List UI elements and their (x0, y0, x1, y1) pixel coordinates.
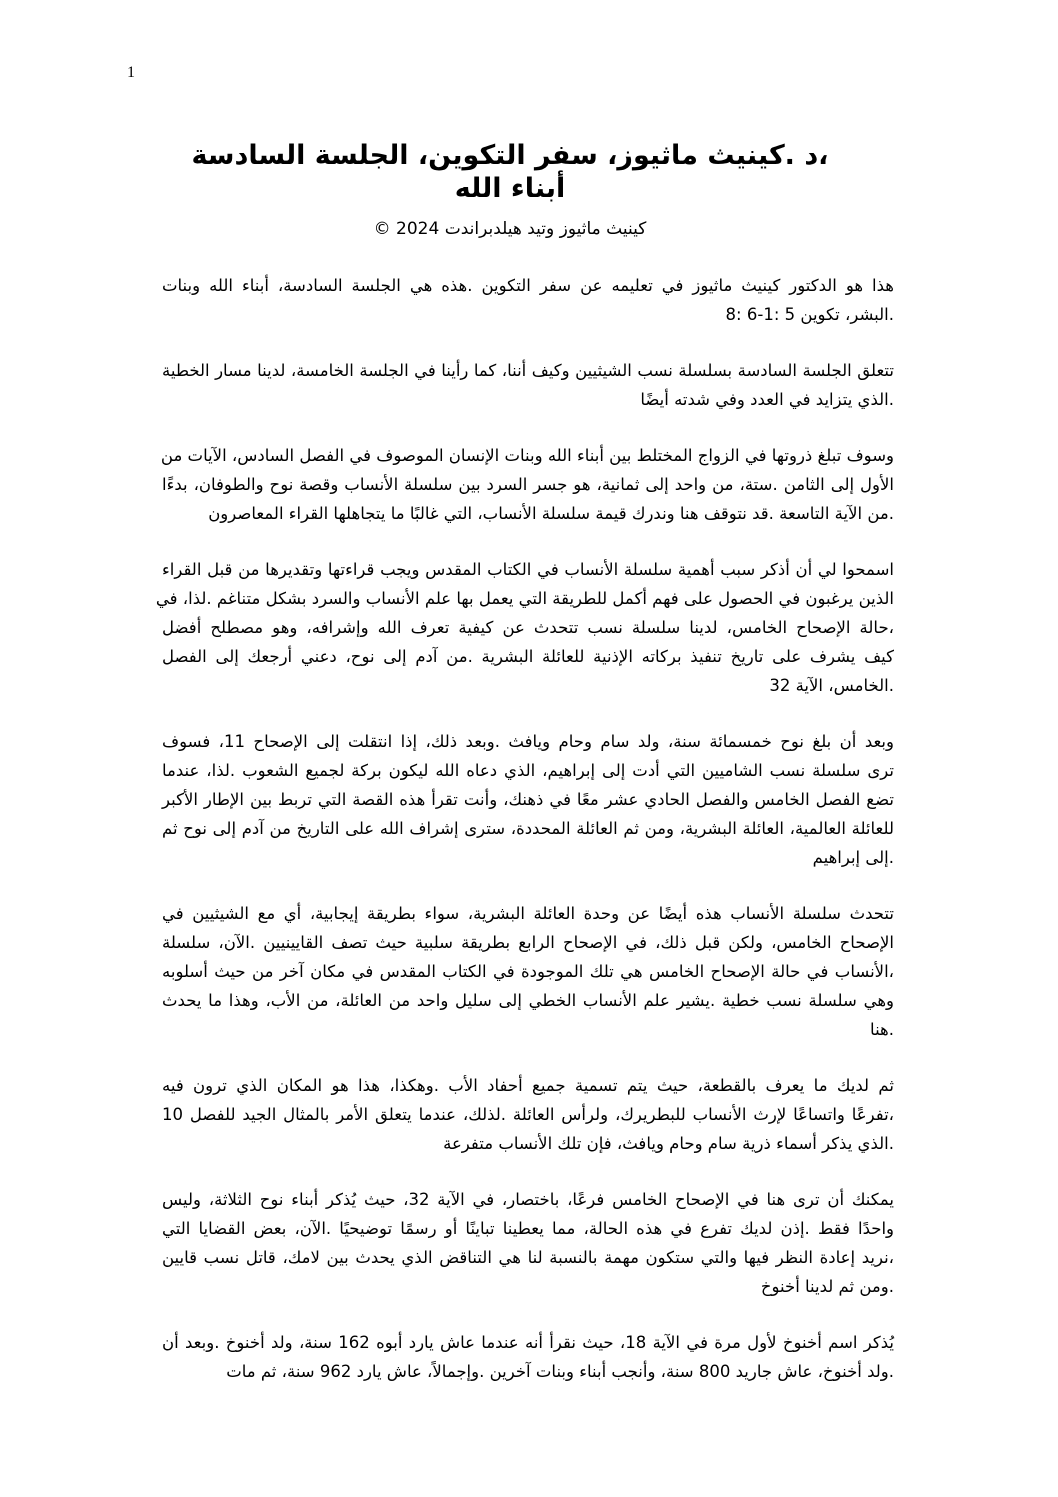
paragraph-line: واحدًا فقط .إذن لديك تفرع في هذه الحالة، مما يعطينا تباينًا أو رسمًا توضيحيًا .الآن، بعض القضايا التي (162, 1219, 894, 1238)
paragraph-line: وبعد أن بلغ نوح خمسمائة سنة، ولد سام وحام ويافث .وبعد ذلك، إذا انتقلت إلى الإصحاح 11، فسوف (162, 732, 894, 751)
paragraph-line: .ولد أخنوخ، عاش جاريد 800 سنة، وأنجب أبناء وبنات آخرين .وإجمالاً، عاش يارد 962 سنة، ثم مات (226, 1362, 894, 1381)
paragraph-line: ترى سلسلة نسب الشاميين التي أدت إلى إبراهيم، الذي دعاه الله ليكون بركة لجميع الشعوب .لذا، عندما (162, 761, 894, 780)
paragraph (162, 356, 894, 414)
paragraph-line: وسوف تبلغ ذروتها في الزواج المختلط بين أبناء الله وبنات الإنسان الموصوف في الفصل السادس، الآيات من (160, 446, 894, 465)
paragraph-line: يُذكر اسم أخنوخ لأول مرة في الآية 18، حيث نقرأ أنه عندما عاش يارد أبوه 162 سنة، ولد أخنوخ .وبعد أن (162, 1333, 895, 1352)
paragraph-line: الذين يرغبون في الحصول على فهم أكمل للطريقة التي يعمل بها علم الأنساب والسرد بشكل متناغم .لذا، في (155, 589, 894, 608)
paragraph (162, 271, 894, 329)
paragraph-line: ثم لديك ما يعرف بالقطعة، حيث يتم تسمية جميع أحفاد الأب .وهكذا، هذا هو المكان الذي ترون فيه (162, 1076, 894, 1095)
paragraph (155, 555, 894, 700)
paragraph-line: تتحدث سلسلة الأنساب هذه أيضًا عن وحدة العائلة البشرية، سواء بطريقة إيجابية، أي مع الشيثيين في (162, 904, 894, 923)
paragraph (162, 441, 894, 528)
paragraph-line: الأول إلى الثامن .ستة، من واحد إلى ثمانية، هو جسر السرد بين سلسلة الأنساب وقصة نوح والطوفان، بدءًا (162, 475, 894, 494)
paragraph-line: .الذي يذكر أسماء ذرية سام وحام ويافث، فإن تلك الأنساب متفرعة (443, 1134, 894, 1153)
paragraph (162, 1328, 894, 1386)
paragraph-line: الإصحاح الخامس، ولكن قبل ذلك، في الإصحاح الرابع بطريقة سلبية حيث تصف القايينيين .الآن، سلسلة (162, 933, 894, 952)
paragraph-line: للعائلة العالمية، العائلة البشرية، ومن ثم العائلة المحددة، سترى إشراف الله على التاريخ من آدم إلى نوح ثم (162, 819, 894, 838)
paragraph-line: .البشر، تكوين 5 :1-6 :8 (725, 305, 894, 324)
paragraph (162, 1071, 894, 1158)
paragraph-line: تتعلق الجلسة السادسة بسلسلة نسب الشيثيين وكيف أننا، كما رأينا في الجلسة الخامسة، لدينا مسار الخطية (162, 361, 894, 380)
paragraph-line: هذا هو الدكتور كينيث ماثيوز في تعليمه عن سفر التكوين .هذه هي الجلسة السادسة، أبناء الله وبنات (162, 276, 894, 295)
paragraph-line: تضع الفصل الخامس والفصل الحادي عشر معًا في ذهنك، وأنت تقرأ هذه القصة التي تربط بين الإطار الأكبر (162, 790, 894, 809)
paragraph-line: ،تفرعًا واتساعًا لإرث الأنساب للبطريرك، ولرأس العائلة .لذلك، عندما يتعلق الأمر بالمثال الجيد للفصل 10 (162, 1105, 894, 1124)
paragraph-line: .هنا (870, 1020, 894, 1039)
paragraph-line: ،حالة الإصحاح الخامس، لدينا سلسلة نسب تتحدث عن كيفية تعرف الله وإشرافه، وهو مصطلح أفضل (162, 618, 894, 637)
paragraph-line: .إلى إبراهيم (812, 848, 894, 867)
paragraph-line: وهي سلسلة نسب خطية .يشير علم الأنساب الخطي إلى سليل واحد من العائلة، من الأب، وهذا ما يحدث (162, 991, 894, 1010)
paragraph (162, 1185, 894, 1301)
paragraph-line: .الخامس، الآية 32 (769, 676, 894, 695)
copyright-line: كينيث ماثيوز وتيد هيلدبراندت 2024 © (373, 219, 647, 239)
document-body (155, 271, 895, 1413)
paragraph-line: كيف يشرف على تاريخ تنفيذ بركاته الإذنية للعائلة البشرية .من آدم إلى نوح، دعني أرجعك إلى الفصل (162, 647, 894, 666)
paragraph-line: ،الأنساب في حالة الإصحاح الخامس هي تلك الموجودة في الكتاب المقدس في مكان آخر من حيث أسلوبه (162, 962, 894, 981)
paragraph-line: .الذي يتزايد في العدد وفي شدته أيضًا (640, 390, 894, 409)
page-number: 1 (127, 64, 135, 81)
document-title: ،د .كينيث ماثيوز، سفر التكوين، الجلسة السادسة (191, 140, 829, 171)
paragraph (162, 899, 894, 1044)
paragraph-line: يمكنك أن ترى هنا في الإصحاح الخامس فرعًا، باختصار، في الآية 32، حيث يُذكر أبناء نوح الثلاثة، وليس (162, 1190, 895, 1209)
paragraph-line: .من الآية التاسعة .قد نتوقف هنا وندرك قيمة سلسلة الأنساب، التي غالبًا ما يتجاهلها القراء المعاصرون (208, 504, 894, 523)
paragraph (162, 727, 894, 872)
paragraph-line: .ومن ثم لدينا أخنوخ (760, 1277, 894, 1296)
paragraph-line: اسمحوا لي أن أذكر سبب أهمية سلسلة الأنساب في الكتاب المقدس ويجب قراءتها وتقديرها من قبل القراء (162, 560, 894, 579)
document-subtitle: أبناء الله (454, 173, 566, 204)
paragraph-line: ،نريد إعادة النظر فيها والتي ستكون مهمة بالنسبة لنا هي التناقض الذي يحدث بين لامك، قاتل نسب قايين (162, 1248, 894, 1267)
